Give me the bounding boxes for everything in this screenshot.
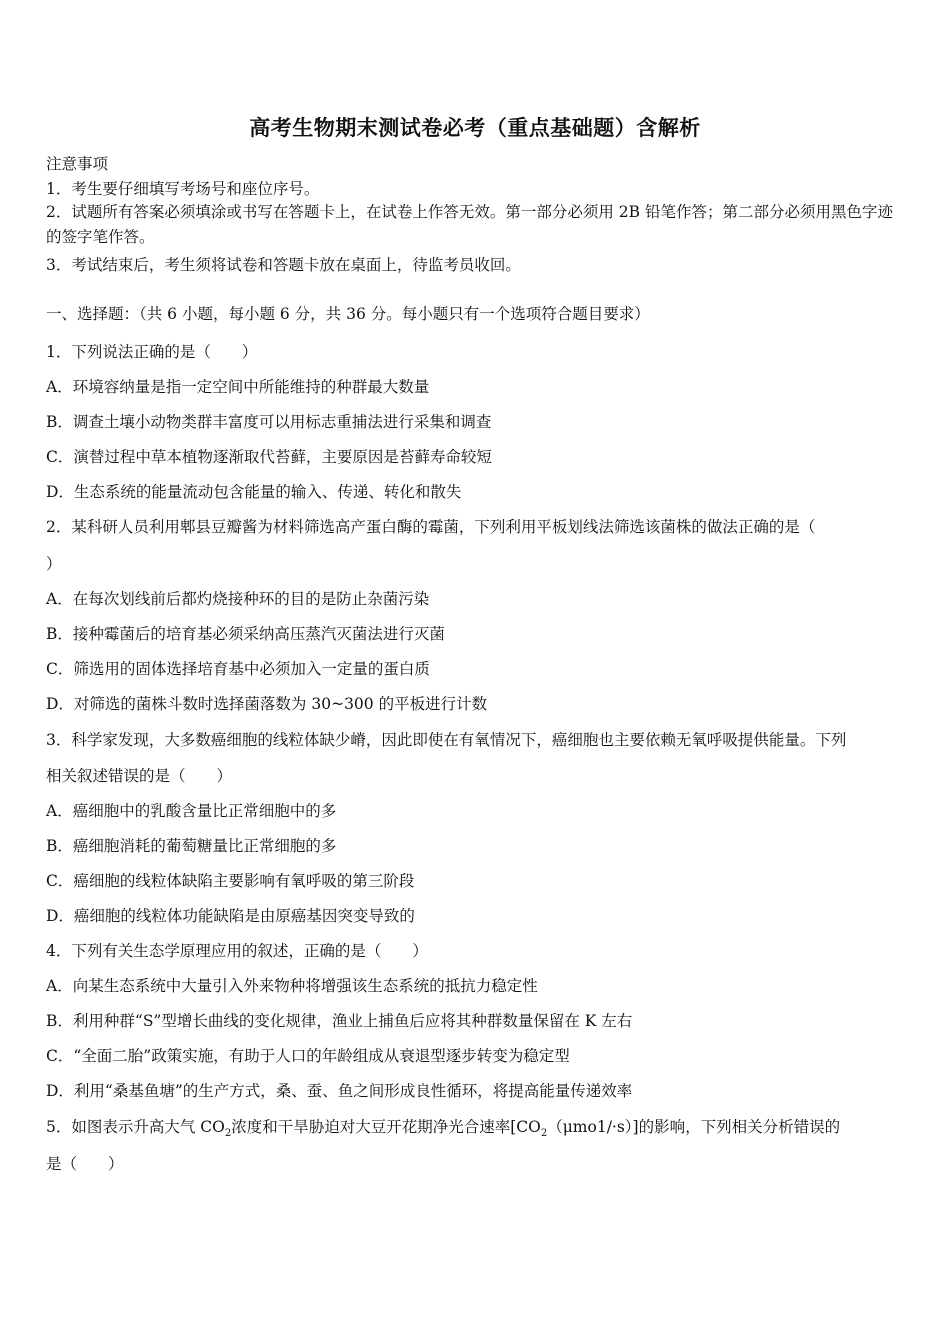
page-title: 高考生物期末测试卷必考（重点基础题）含解析 (249, 115, 701, 140)
notice-item-2: 2．试题所有答案必须填涂或书写在答题卡上，在试卷上作答无效。第一部分必须用 2B 铅笔作答；第二部分必须用黑色字迹的签字笔作答。 (46, 203, 893, 246)
question-4-option-d: D．利用“桑基鱼塘”的生产方式，桑、蚕、鱼之间形成良性循环，将提高能量传递效率 (46, 1082, 633, 1100)
question-3-stem-cont: 相关叙述错误的是（ ） (46, 767, 233, 785)
question-2-option-c: C．筛选用的固体选择培育基中必须加入一定量的蛋白质 (46, 660, 430, 678)
question-4-option-a: A．向某生态系统中大量引入外来物种将增强该生态系统的抵抗力稳定性 (46, 977, 538, 995)
question-4-option-b: B．利用种群“S”型增长曲线的变化规律，渔业上捕鱼后应将其种群数量保留在 K 左右 (46, 1012, 633, 1030)
question-1-option-b: B．调查土壤小动物类群丰富度可以用标志重捕法进行采集和调查 (46, 413, 492, 431)
question-1-option-d: D．生态系统的能量流动包含能量的输入、传递、转化和散失 (46, 483, 462, 501)
section-heading: 一、选择题：（共 6 小题，每小题 6 分，共 36 分。每小题只有一个选项符合题目要求） (46, 305, 650, 323)
question-4-stem: 4．下列有关生态学原理应用的叙述，正确的是（ ） (46, 942, 428, 960)
question-2-option-a: A．在每次划线前后都灼烧接种环的目的是防止杂菌污染 (46, 590, 430, 608)
notice-item-3: 3．考试结束后，考生须将试卷和答题卡放在桌面上，待监考员收回。 (46, 256, 521, 274)
question-3-option-b: B．癌细胞消耗的葡萄糖量比正常细胞的多 (46, 837, 337, 855)
question-3-option-d: D．癌细胞的线粒体功能缺陷是由原癌基因突变导致的 (46, 907, 415, 925)
question-1-option-a: A．环境容纳量是指一定空间中所能维持的种群最大数量 (46, 378, 430, 396)
question-1-stem: 1．下列说法正确的是（ ） (46, 343, 258, 361)
co2-subscript: 2 (224, 1128, 232, 1140)
question-1-option-c: C．演替过程中草本植物逐渐取代苔藓，主要原因是苔藓寿命较短 (46, 448, 492, 466)
question-3-stem: 3．科学家发现，大多数癌细胞的线粒体缺少嵴，因此即使在有氧情况下，癌细胞也主要依赖无氧呼吸提供能量。下列 (46, 731, 847, 749)
question-2-option-d: D．对筛选的菌株斗数时选择菌落数为 30~300 的平板进行计数 (46, 695, 488, 713)
co2-subscript-2: 2 (540, 1128, 548, 1140)
question-2-stem: 2．某科研人员利用郫县豆瓣酱为材料筛选高产蛋白酶的霉菌，下列利用平板划线法筛选该菌株的做法正确的是（ (46, 518, 816, 536)
question-5-stem-part-a: 5．如图表示升高大气 CO (46, 1118, 225, 1136)
question-2-stem-cont: ） (46, 555, 62, 573)
notice-item-1: 1．考生要仔细填写考场号和座位序号。 (46, 180, 320, 198)
question-3-option-c: C．癌细胞的线粒体缺陷主要影响有氧呼吸的第三阶段 (46, 872, 415, 890)
question-4-option-c: C．“全面二胎”政策实施，有助于人口的年龄组成从衰退型逐步转变为稳定型 (46, 1047, 570, 1065)
question-5-stem (46, 1115, 906, 1139)
question-2-option-b: B．接种霉菌后的培育基必须采纳高压蒸汽灭菌法进行灭菌 (46, 625, 445, 643)
question-5-stem-cont: 是（ ） (46, 1155, 124, 1173)
question-5-stem-part-b: 浓度和干旱胁迫对大豆开花期净光合速率[CO (231, 1118, 541, 1136)
notice-heading: 注意事项 (46, 155, 109, 173)
question-3-option-a: A．癌细胞中的乳酸含量比正常细胞中的多 (46, 802, 337, 820)
question-5-stem-part-c: （μmo1/·s）]的影响，下列相关分析错误的 (547, 1118, 841, 1136)
